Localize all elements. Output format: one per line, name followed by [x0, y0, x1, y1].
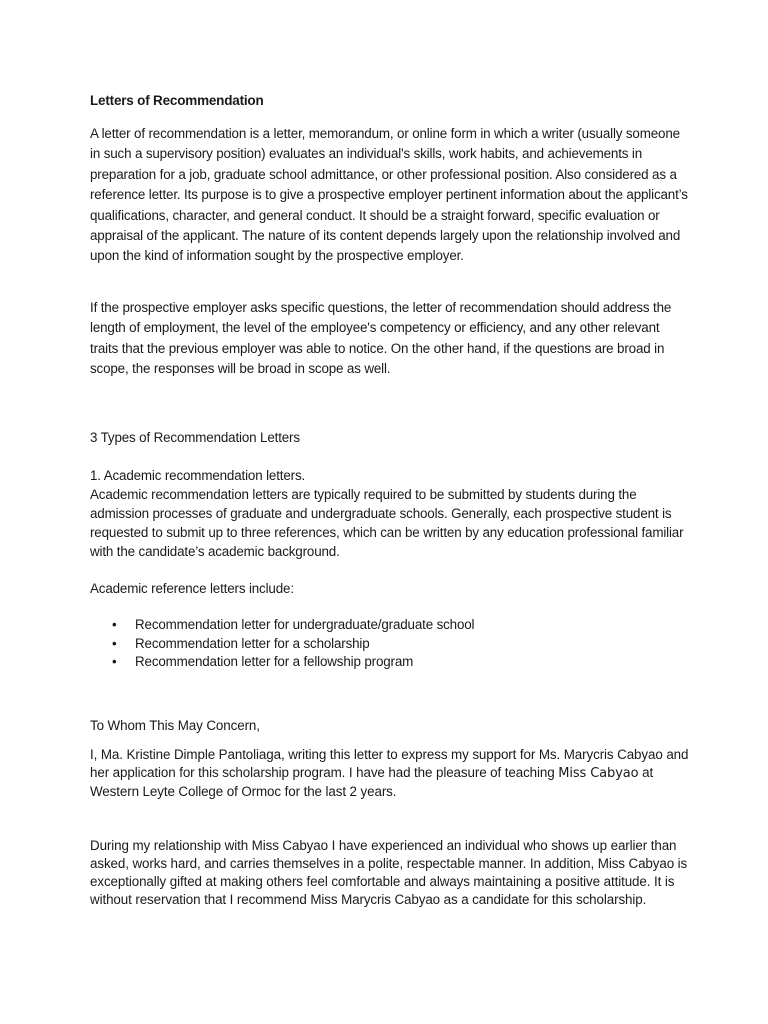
letter-student-name: Miss Cabyao	[558, 766, 639, 781]
list-item	[90, 616, 474, 635]
list-item-label: Recommendation letter for undergraduate/graduate school	[135, 617, 475, 632]
document-title: Letters of Recommendation	[90, 93, 264, 108]
letter-paragraph-2: During my relationship with Miss Cabyao I have experienced an individual who shows up earlier than asked, works hard, and carries themselves in a polite, respectable manner. In addition, Miss Cabyao is exceptionally gifted at making others feel comfortable and always maintaining a positive attitude. It is without reservation that I recommend Miss Marycris Cabyao as a candidate for this scholarship.	[90, 838, 688, 907]
letter-paragraph-1-part-2: at Western Leyte College of Ormoc for the last 2 years.	[90, 765, 654, 799]
list-item	[90, 653, 474, 672]
list-item-label: Recommendation letter for a scholarship	[135, 635, 370, 651]
list-item	[90, 635, 474, 654]
bullet-icon: •	[112, 617, 117, 632]
intro-paragraph-2: If the prospective employer asks specific questions, the letter of recommendation should address the length of employment, the level of the employee's competency or efficiency, and any other relevant traits that the previous employer was able to notice. On the other hand, if the questions are broad in scope, the responses will be broad in scope as well.	[90, 300, 672, 377]
intro-paragraph-1: A letter of recommendation is a letter, memorandum, or online form in which a writer (usually someone in such a supervisory position) evaluates an individual's skills, work habits, and achievements in preparation for a job, graduate school admittance, or other professional position. Also considered as a reference letter. Its purpose is to give a prospective employer pertinent information about the applicant’s qualifications, character, and general conduct. It should be a straight forward, specific evaluation or appraisal of the applicant. The nature of its content depends largely upon the relationship involved and upon the kind of information sought by the prospective employer.	[90, 126, 688, 264]
reference-letter-list	[90, 616, 474, 672]
types-heading: 3 Types of Recommendation Letters	[90, 430, 300, 445]
bullet-icon: •	[112, 635, 117, 651]
bullet-icon: •	[112, 654, 117, 670]
includes-label: Academic reference letters include:	[90, 581, 294, 596]
letter-paragraph-1-part-1: I, Ma. Kristine Dimple Pantoliaga, writing this letter to express my support for Ms. Marycris Cabyao and her application for this scholarship program. I have had the pleasure of teaching	[90, 747, 689, 780]
item-1-body: Academic recommendation letters are typically required to be submitted by students during the admission processes of graduate and undergraduate schools. Generally, each prospective student is requested to submit up to three references, which can be written by any education professional familiar with the candidate’s academic background.	[90, 487, 684, 559]
list-item-label: Recommendation letter for a fellowship program	[135, 654, 414, 670]
letter-paragraph-1	[90, 746, 690, 801]
item-1-title: 1. Academic recommendation letters.	[90, 468, 306, 483]
letter-salutation: To Whom This May Concern,	[90, 718, 260, 733]
